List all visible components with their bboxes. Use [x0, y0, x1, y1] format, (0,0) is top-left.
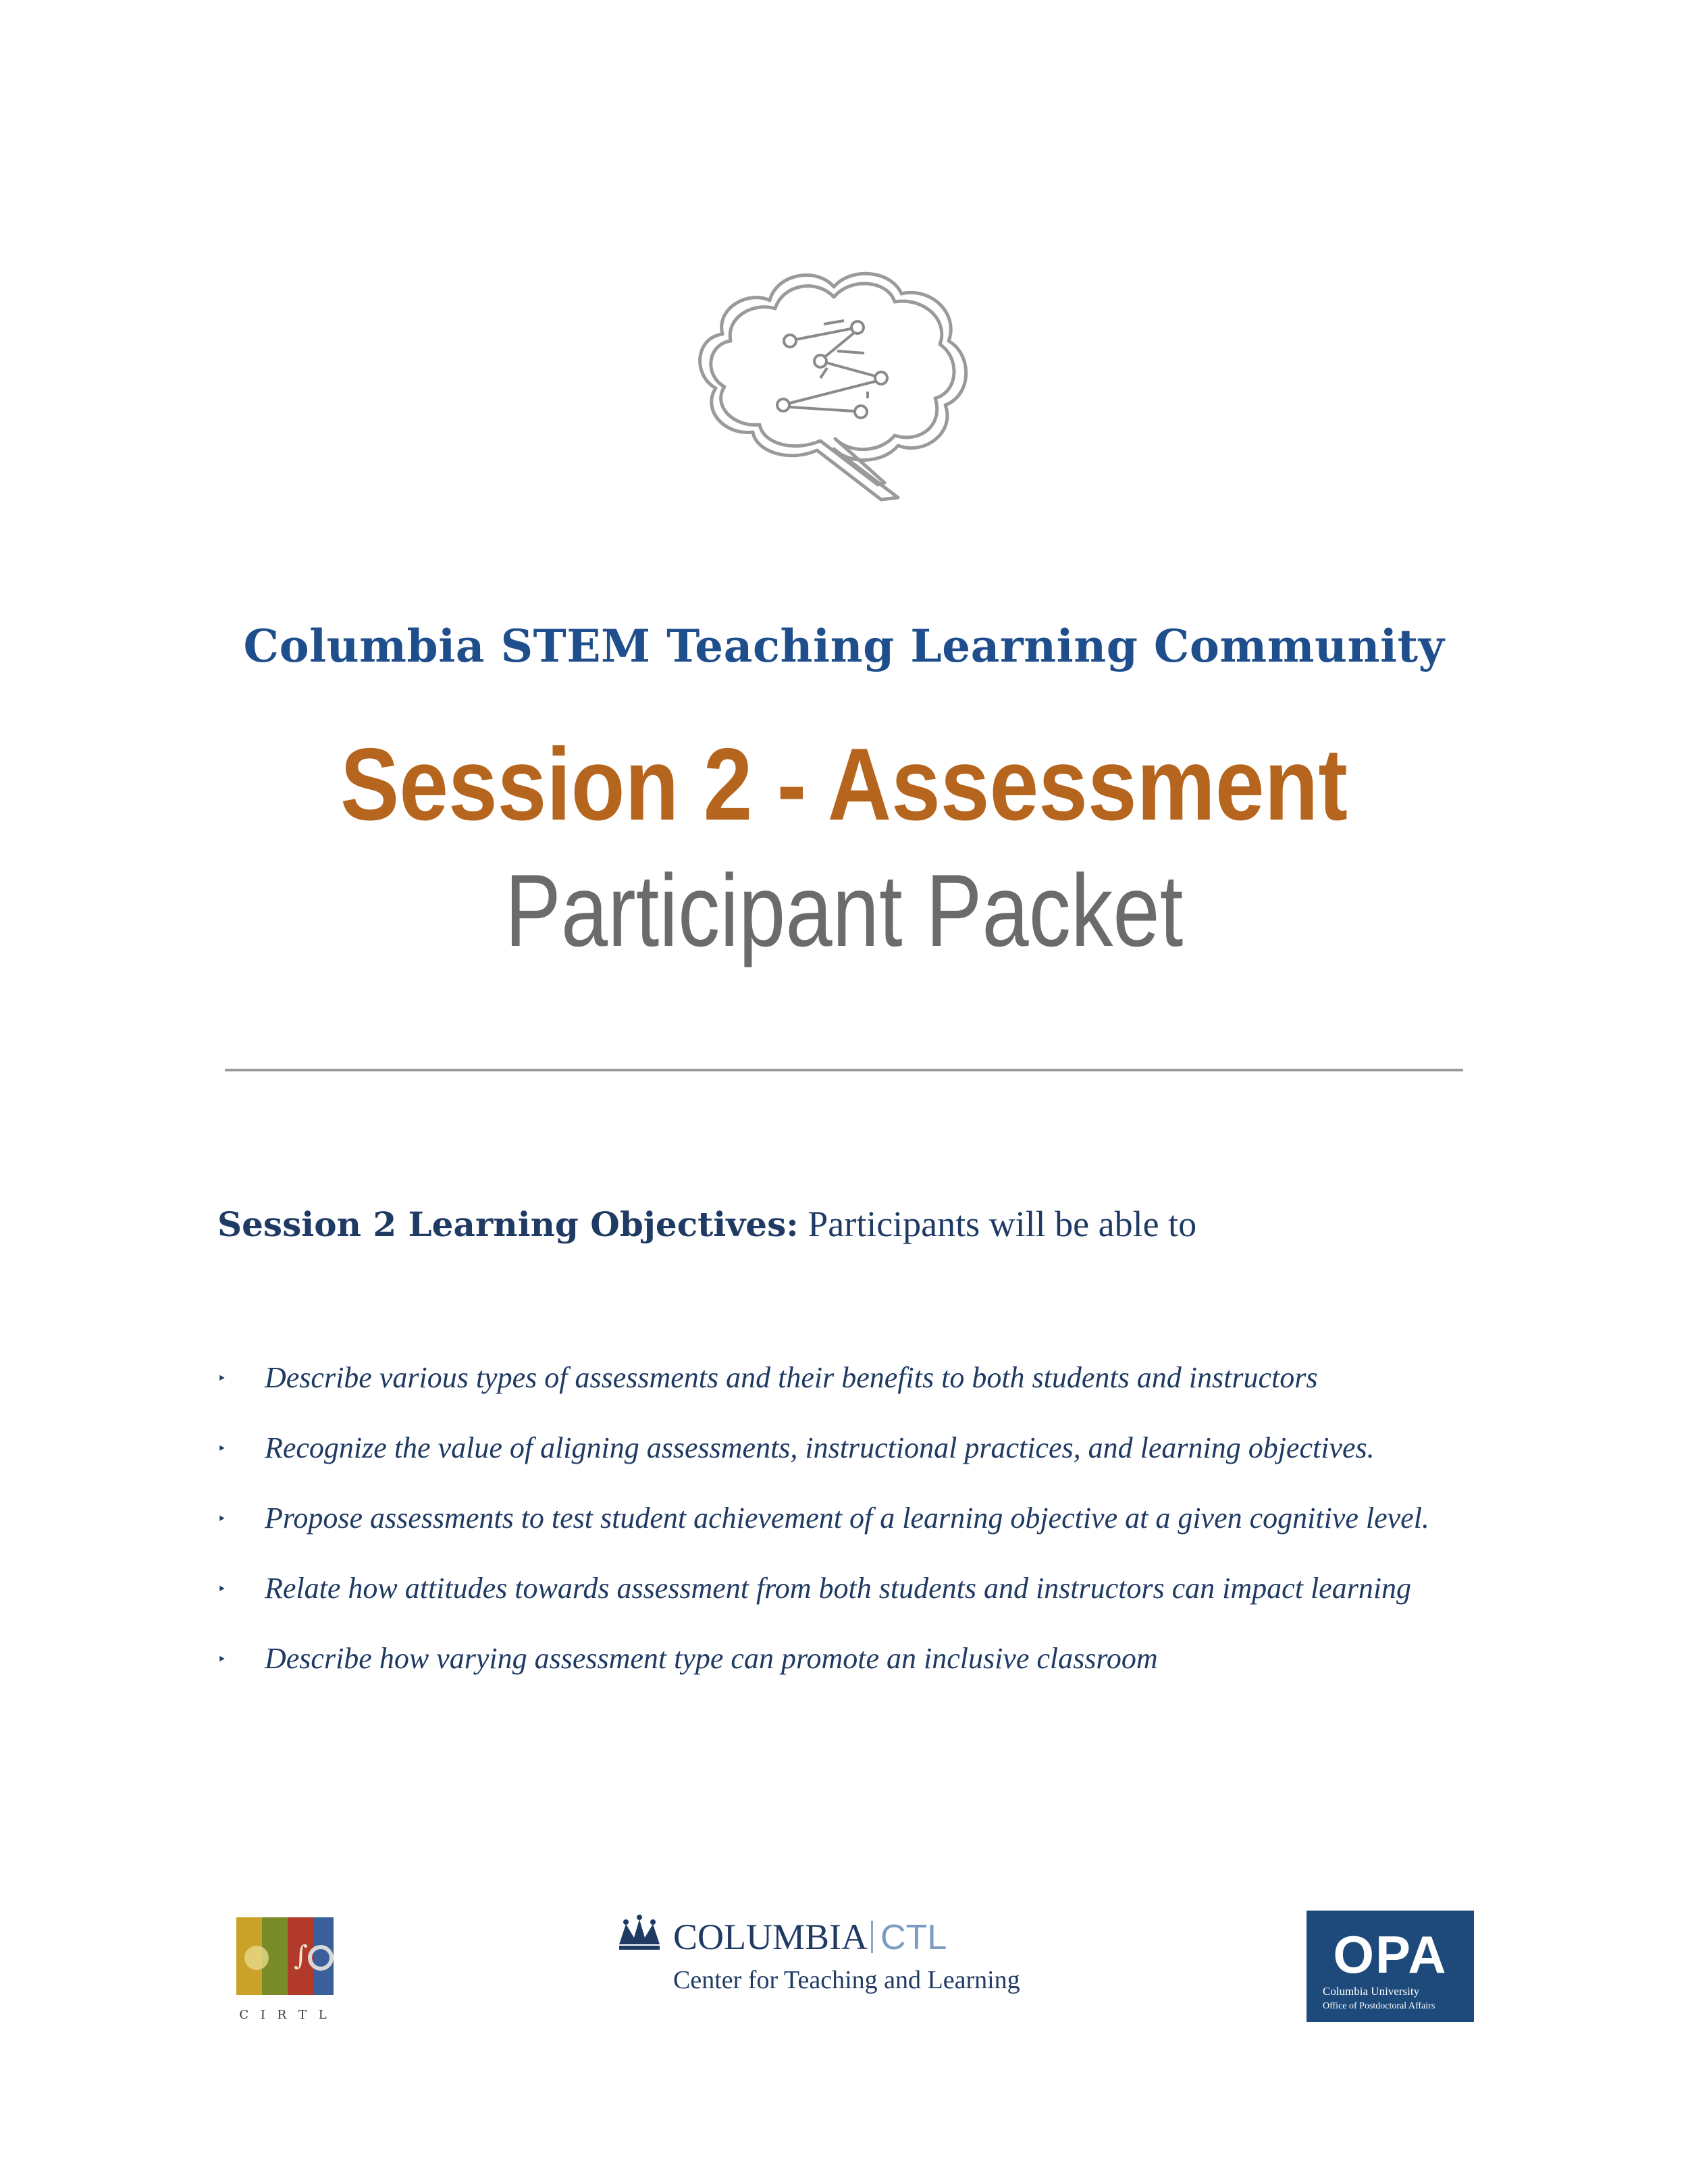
- divider: [225, 1069, 1463, 1071]
- objective-text: Propose assessments to test student achievement of a learning objective at a given cognitive level.: [265, 1501, 1429, 1535]
- list-item: [217, 1641, 1500, 1711]
- crown-icon: [619, 1915, 660, 1950]
- list-item: [217, 1571, 1500, 1641]
- opa-logo: [1307, 1911, 1474, 2022]
- list-item: [217, 1501, 1500, 1571]
- list-item: [217, 1431, 1500, 1501]
- cirtl-text: C I R T L: [239, 2008, 331, 2022]
- columbia-ctl-logo: [616, 1914, 1048, 2002]
- opa-line2: Office of Postdoctoral Affairs: [1323, 2001, 1435, 2011]
- packet-title: Participant Packet: [504, 853, 1184, 968]
- list-item: [217, 1360, 1500, 1431]
- cirtl-logo: [236, 1917, 344, 2025]
- ctl-subtitle: Center for Teaching and Learning: [673, 1966, 1020, 1994]
- bullet-icon: ‣: [217, 1510, 226, 1527]
- objective-text: Recognize the value of aligning assessments, instructional practices, and learning objectives.: [265, 1431, 1375, 1464]
- session-title: Session 2 - Assessment: [340, 727, 1348, 842]
- svg-text:∫: ∫: [294, 1940, 308, 1971]
- objectives-heading: [217, 1203, 1500, 1245]
- org-title: Columbia STEM Teaching Learning Community: [243, 620, 1445, 672]
- opa-line1: Columbia University: [1323, 1985, 1420, 1998]
- ctl-suffix: CTL: [880, 1918, 947, 1957]
- objectives-heading-rest: Participants will be able to: [798, 1204, 1197, 1244]
- objectives-list: [217, 1360, 1500, 1711]
- objective-text: Describe various types of assessments and their benefits to both students and instructors: [265, 1361, 1318, 1394]
- bullet-icon: ‣: [217, 1370, 226, 1387]
- bullet-icon: ‣: [217, 1651, 226, 1668]
- brain-speech-bubble-logo: [689, 260, 986, 503]
- bullet-icon: ‣: [217, 1440, 226, 1457]
- objective-text: Relate how attitudes towards assessment from both students and instructors can impact learning: [265, 1572, 1412, 1605]
- objective-text: Describe how varying assessment type can promote an inclusive classroom: [265, 1642, 1158, 1675]
- bullet-icon: ‣: [217, 1580, 226, 1597]
- ctl-name: COLUMBIA: [673, 1917, 868, 1957]
- objectives-heading-label: Session 2 Learning Objectives:: [217, 1204, 799, 1244]
- opa-text: OPA: [1333, 1925, 1448, 1984]
